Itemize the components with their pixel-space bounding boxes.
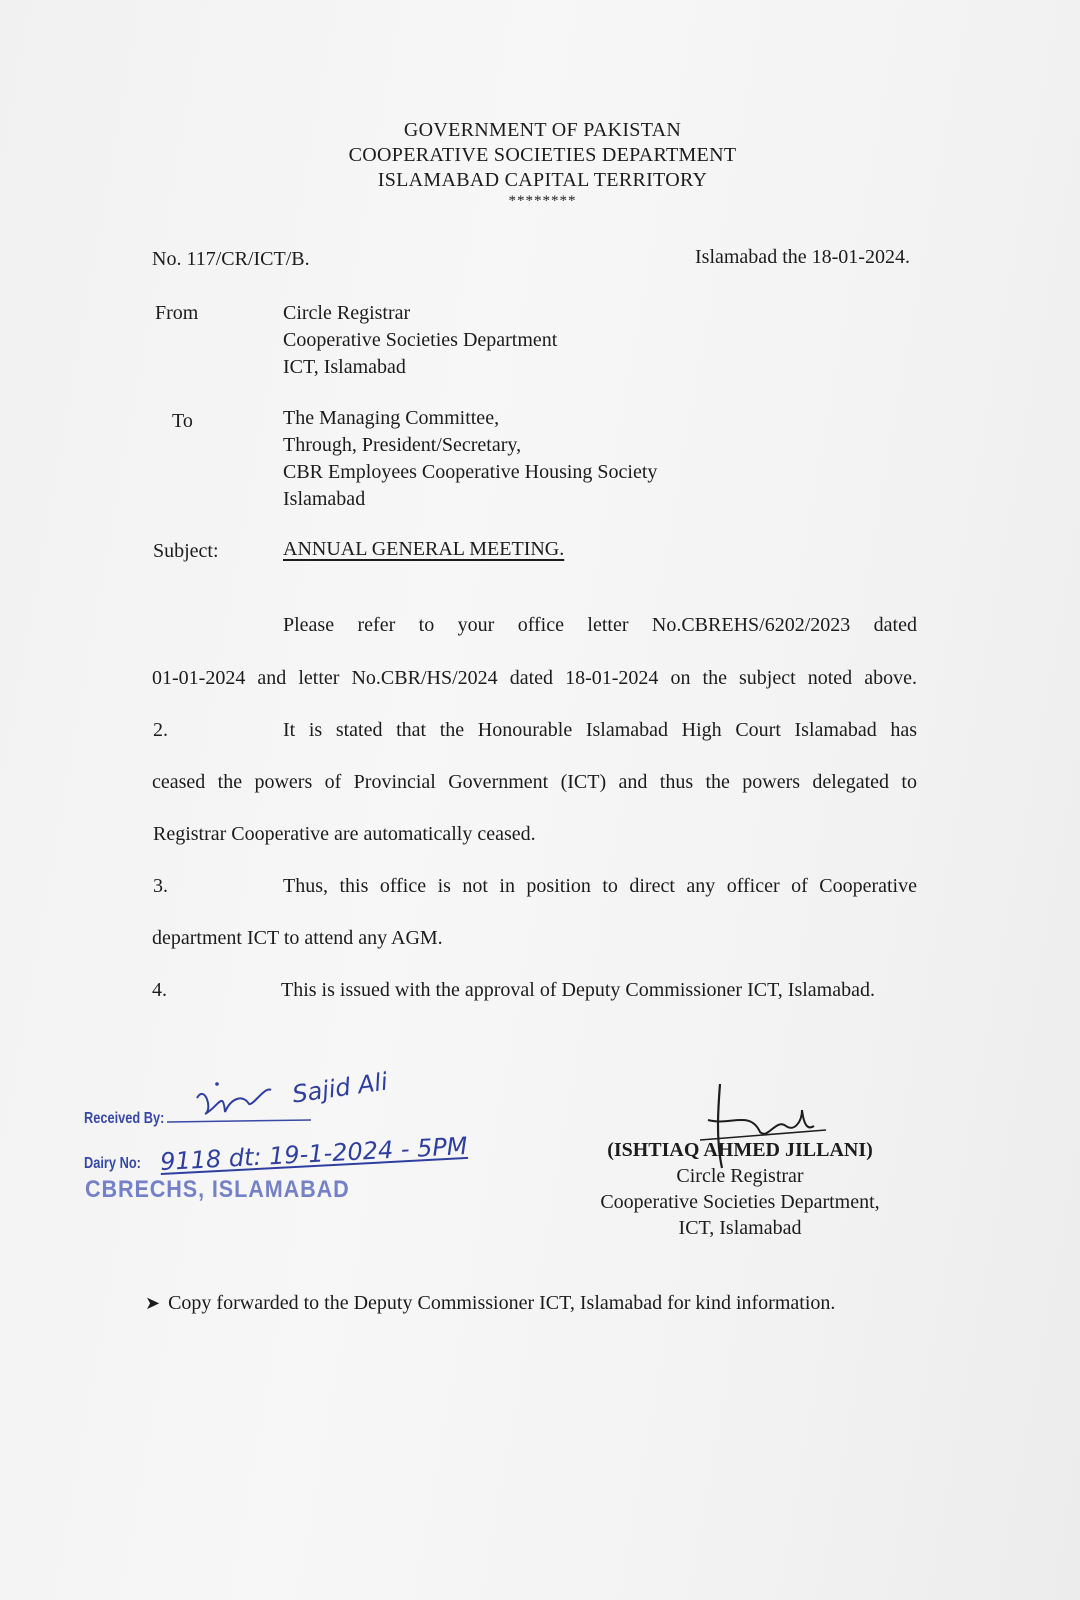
to-line: Islamabad — [283, 488, 366, 510]
copy-forwarded-text: Copy forwarded to the Deputy Commissioner ICT, Islamabad for kind information. — [168, 1292, 836, 1314]
to-line: The Managing Committee, — [283, 407, 500, 429]
signature-block — [590, 1137, 890, 1241]
signatory-name: (ISHTIAQ AHMED JILLANI) — [607, 1139, 873, 1161]
paragraph-1-line-2: 01-01-2024 and letter No.CBR/HS/2024 dated 18-01-2024 on the subject noted above. — [152, 667, 917, 689]
copy-forwarded — [145, 1292, 835, 1315]
letterhead — [0, 118, 1080, 209]
arrow-bullet-icon: ➤ — [145, 1293, 161, 1313]
to-address — [283, 405, 657, 513]
from-line: Cooperative Societies Department — [283, 329, 558, 351]
from-address — [283, 300, 557, 381]
paragraph-2-number: 2. — [153, 719, 168, 741]
received-by-handwriting: Sajid Ali — [290, 1067, 390, 1109]
paragraph-4-number: 4. — [152, 979, 167, 1001]
place-date: Islamabad the 18-01-2024. — [695, 246, 910, 268]
signatory-department: Cooperative Societies Department, — [600, 1191, 880, 1213]
letterhead-line-3: ISLAMABAD CAPITAL TERRITORY — [377, 169, 708, 191]
letterhead-line-1: GOVERNMENT OF PAKISTAN — [403, 119, 682, 141]
to-line: Through, President/Secretary, — [283, 434, 522, 456]
to-label: To — [172, 410, 193, 432]
from-line: Circle Registrar — [283, 302, 411, 324]
signatory-location: ICT, Islamabad — [678, 1217, 802, 1239]
subject-text: ANNUAL GENERAL MEETING. — [283, 538, 565, 560]
received-by-label: Received By: — [84, 1110, 165, 1127]
from-label: From — [155, 302, 199, 324]
paragraph-2-line-1: It is stated that the Honourable Islamabad High Court Islamabad has — [283, 719, 917, 741]
paragraph-4-line-1: This is issued with the approval of Deputy Commissioner ICT, Islamabad. — [281, 979, 875, 1001]
paragraph-3-line-2: department ICT to attend any AGM. — [152, 927, 443, 949]
paragraph-3-number: 3. — [153, 875, 168, 897]
paragraph-3-line-1: Thus, this office is not in position to direct any officer of Cooperative — [283, 875, 917, 897]
reference-number: No. 117/CR/ICT/B. — [152, 248, 310, 270]
from-line: ICT, Islamabad — [283, 356, 406, 378]
letterhead-stars: ******** — [508, 193, 577, 209]
paragraph-1-line-1: Please refer to your office letter No.CBREHS/6202/2023 dated — [283, 614, 917, 636]
to-line: CBR Employees Cooperative Housing Society — [283, 461, 658, 483]
stamp-place-name: CBRECHS, ISLAMABAD — [85, 1176, 350, 1203]
signatory-designation: Circle Registrar — [676, 1165, 804, 1187]
letterhead-line-2: COOPERATIVE SOCIETIES DEPARTMENT — [348, 144, 737, 166]
diary-number-handwriting: 9118 dt: 19-1-2024 - 5PM — [159, 1131, 469, 1177]
diary-number-label: Dairy No: — [84, 1155, 141, 1172]
paragraph-2-line-2: ceased the powers of Provincial Government (ICT) and thus the powers delegated to — [152, 771, 917, 793]
paragraph-2-line-3: Registrar Cooperative are automatically ceased. — [153, 823, 536, 845]
subject-label: Subject: — [153, 540, 219, 562]
